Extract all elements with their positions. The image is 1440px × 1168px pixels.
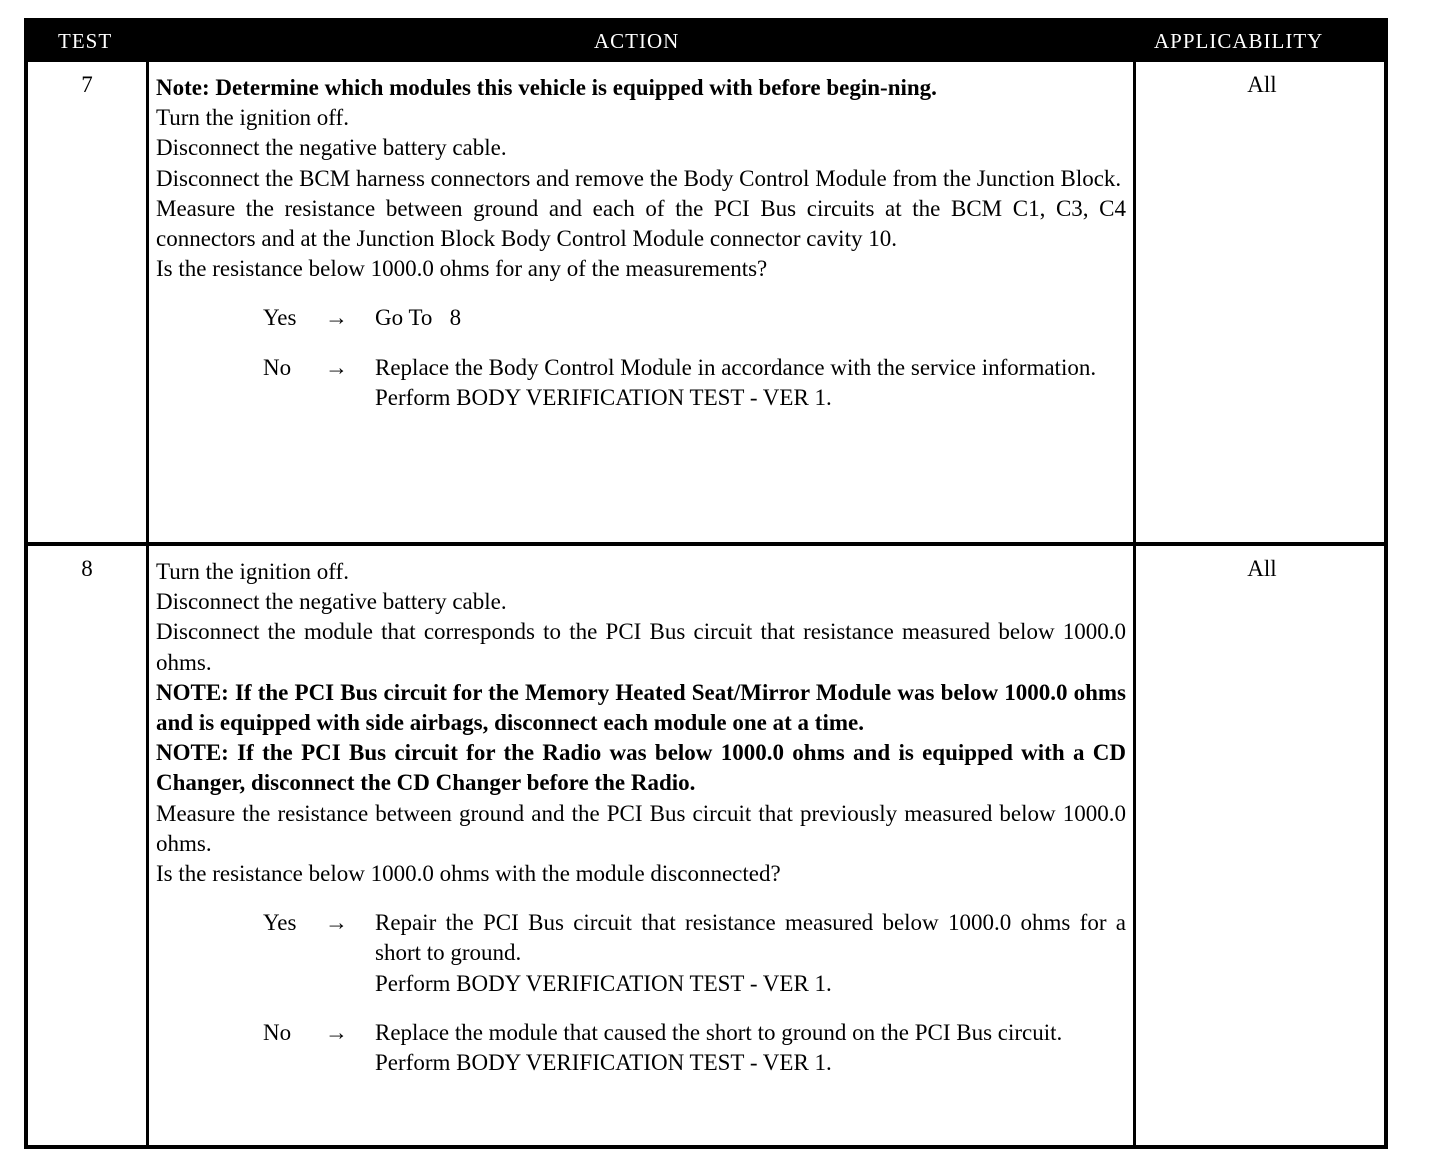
- result-no: [156, 1018, 1126, 1078]
- step: Disconnect the negative battery cable.: [156, 135, 507, 161]
- question: Is the resistance below 1000.0 ohms with the module disconnected?: [156, 861, 781, 887]
- result-yes: [156, 303, 1126, 333]
- arrow-icon: →: [325, 354, 348, 380]
- header-action: ACTION: [594, 29, 680, 53]
- question: Is the resistance below 1000.0 ohms for any of the measurements?: [156, 256, 768, 282]
- header-test: TEST: [58, 29, 113, 53]
- step: Measure the resistance between ground and the PCI Bus circuit that previously measured below 1000.0 ohms.: [156, 800, 1126, 856]
- applicability-7: All: [1247, 72, 1277, 97]
- yes-label: Yes: [263, 305, 297, 331]
- diagnostic-table: [24, 18, 1388, 1149]
- arrow-icon: →: [325, 910, 348, 936]
- arrow-icon: →: [325, 305, 348, 331]
- step: Disconnect the module that corresponds to the PCI Bus circuit that resistance measured below 1000.0 ohms.: [156, 619, 1126, 675]
- no-text-perform: Perform BODY VERIFICATION TEST - VER 1.: [375, 1050, 832, 1076]
- note: NOTE: If the PCI Bus circuit for the Memory Heated Seat/Mirror Module was below 1000.0 ohms and is equipped with side airbags, disconnect each module one at a time.: [156, 679, 1126, 736]
- applicability-8: All: [1247, 556, 1277, 581]
- yes-text: Repair the PCI Bus circuit that resistance measured below 1000.0 ohms for a short to ground.: [375, 910, 1126, 966]
- test-number-7: 7: [81, 72, 93, 97]
- no-label: No: [263, 1019, 292, 1045]
- test-number-8: 8: [81, 556, 93, 581]
- step: Disconnect the BCM harness connectors and remove the Body Control Module from the Junction Block.: [156, 165, 1122, 191]
- step: Turn the ignition off.: [156, 559, 349, 584]
- yes-text: Go To 8: [375, 305, 462, 331]
- action-cell-8: [156, 557, 1126, 1078]
- no-text: Replace the module that caused the short to ground on the PCI Bus circuit.: [375, 1019, 1063, 1045]
- step: Disconnect the negative battery cable.: [156, 589, 507, 615]
- header-applicability: APPLICABILITY: [1154, 29, 1324, 53]
- row-divider: [28, 542, 1384, 546]
- table-header: [28, 22, 1384, 62]
- column-divider-applicability: [1133, 62, 1136, 1145]
- note: Note: Determine which modules this vehicle is equipped with before begin-ning.: [156, 75, 937, 100]
- step: Measure the resistance between ground and each of the PCI Bus circuits at the BCM C1, C3, C4 connectors and at the Junction Block Body Control Module connector cavity 10.: [156, 195, 1126, 252]
- result-yes: [156, 908, 1126, 999]
- arrow-icon: →: [325, 1019, 348, 1045]
- note: NOTE: If the PCI Bus circuit for the Radio was below 1000.0 ohms and is equipped with a CD Changer, disconnect the CD Changer before the Radio.: [156, 740, 1126, 796]
- step: Turn the ignition off.: [156, 105, 349, 131]
- no-label: No: [263, 354, 292, 380]
- yes-label: Yes: [263, 910, 297, 936]
- no-text-perform: Perform BODY VERIFICATION TEST - VER 1.: [375, 384, 832, 410]
- no-text: Replace the Body Control Module in accordance with the service information.: [375, 354, 1097, 380]
- result-no: [156, 353, 1126, 413]
- yes-text-perform: Perform BODY VERIFICATION TEST - VER 1.: [375, 970, 832, 996]
- action-cell-7: [156, 73, 1126, 413]
- column-divider-test: [146, 62, 149, 1145]
